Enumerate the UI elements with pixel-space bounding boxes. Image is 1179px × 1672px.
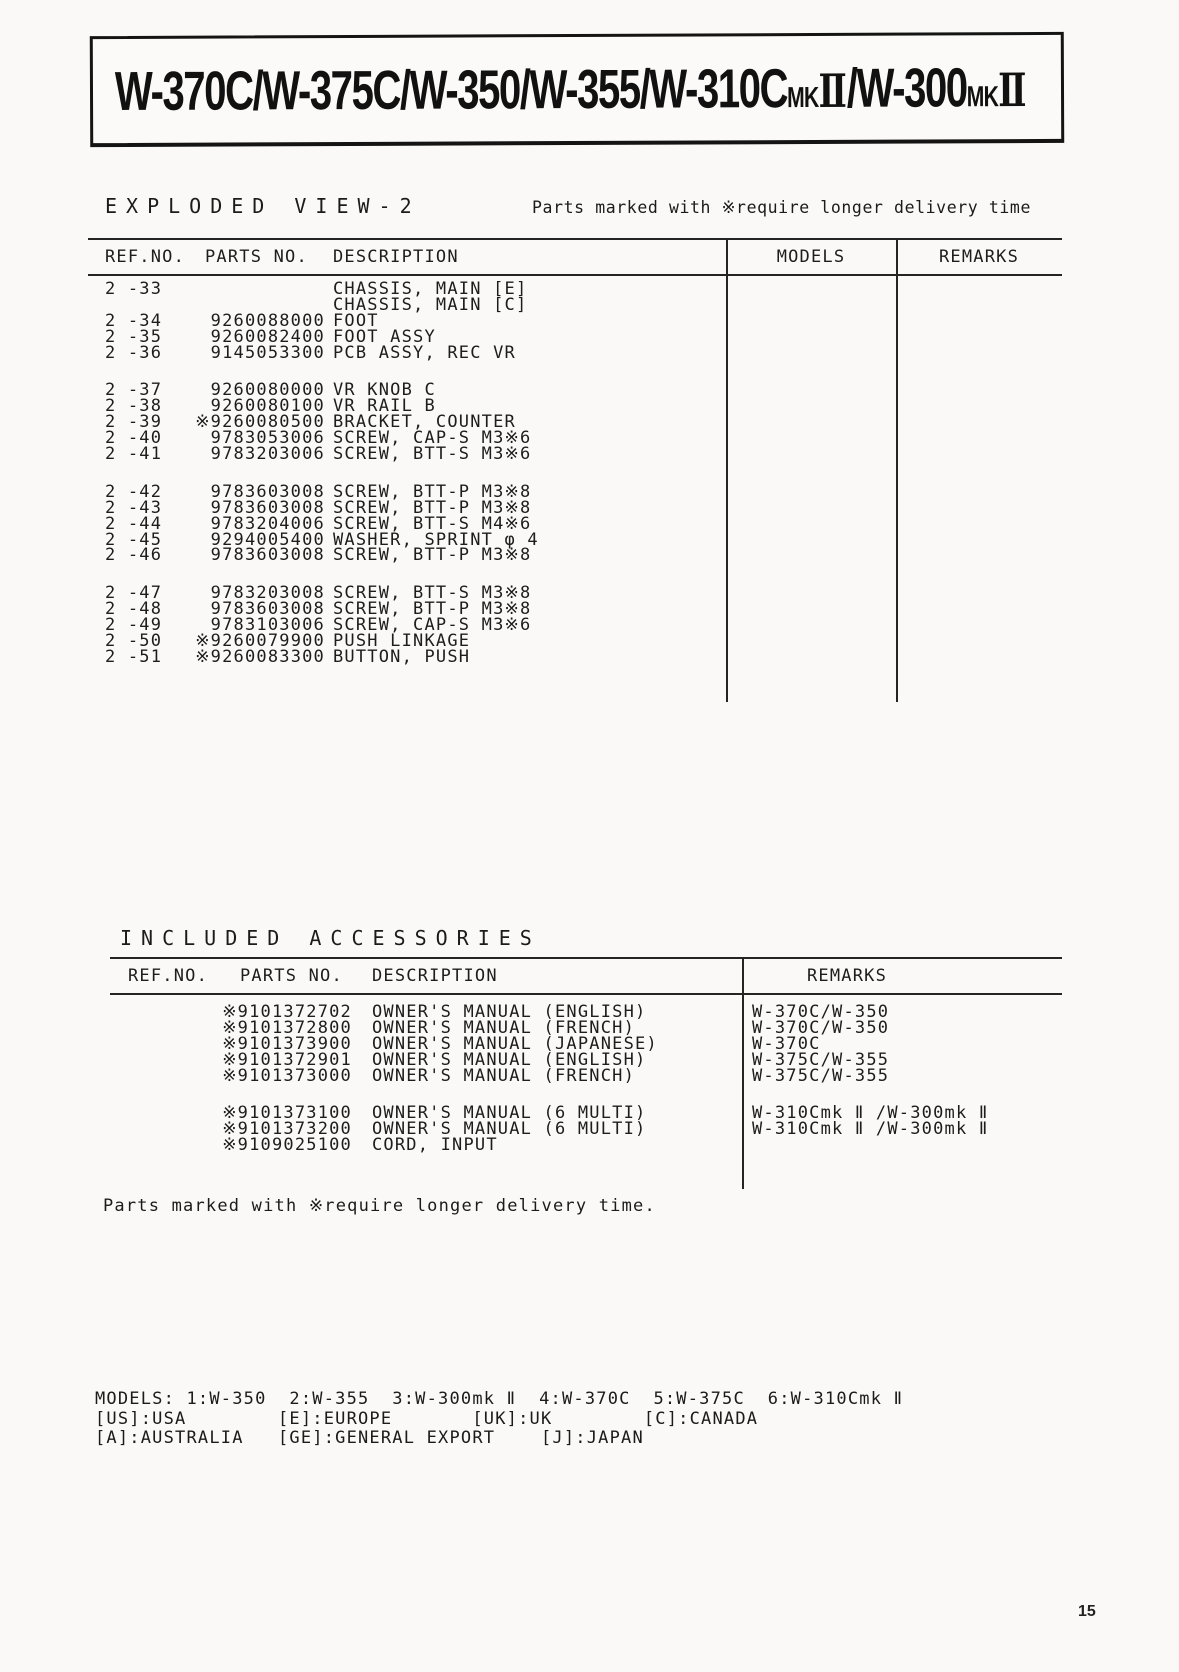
col-header-parts: PARTS NO.: [205, 247, 308, 267]
cell-ref: 2 -35: [105, 326, 163, 347]
table-row: [110, 1065, 1062, 1086]
legend-region-line: [US]:USA [E]:EUROPE [UK]:UK [C]:CANADA: [95, 1408, 759, 1429]
cell-desc: WASHER, SPRINT φ 4: [333, 529, 539, 550]
row-group: [88, 583, 1062, 667]
cell-ref: 2 -36: [105, 342, 163, 363]
title-segment-mk: MK: [966, 81, 999, 114]
cell-parts: ※9101373000: [222, 1065, 352, 1086]
cell-ref: 2 -42: [105, 481, 163, 502]
cell-remarks: W-375C/W-355: [752, 1049, 890, 1070]
col-header-ref: REF.NO.: [128, 966, 209, 986]
cell-ref: 2 -39: [105, 412, 163, 433]
cell-parts: 9783053006: [210, 428, 325, 449]
cell-parts: 9783203006: [210, 444, 325, 465]
cell-desc: OWNER'S MANUAL (6 MULTI): [372, 1103, 647, 1124]
cell-desc: OWNER'S MANUAL (FRENCH): [372, 1017, 636, 1038]
cell-parts: 9145053300: [210, 342, 325, 363]
models-legend: [95, 1390, 903, 1449]
cell-ref: 2 -50: [105, 631, 163, 652]
cell-ref: 2 -46: [105, 545, 163, 566]
cell-ref: 2 -40: [105, 428, 163, 449]
table-row: [88, 279, 1062, 299]
table-header-row: [110, 959, 1062, 995]
legend-models-line: MODELS: 1:W-350 2:W-355 3:W-300mk Ⅱ 4:W-370C 5:W-375C 6:W-310Cmk Ⅱ: [95, 1389, 904, 1409]
cell-parts: ※9101373900: [222, 1033, 352, 1054]
cell-desc: SCREW, BTT-P M3※8: [333, 497, 532, 518]
table-row: [88, 646, 1062, 667]
cell-desc: CORD, INPUT: [372, 1135, 498, 1156]
row-group: [88, 279, 1062, 363]
cell-ref: 2 -34: [105, 310, 163, 331]
accessories-table: [110, 957, 1062, 1189]
cell-parts: ※9101372800: [222, 1017, 352, 1038]
cell-desc: FOOT ASSY: [333, 326, 436, 347]
footnote-delivery-time: Parts marked with ※require longer delivery time.: [103, 1196, 656, 1216]
exploded-view-table: [88, 238, 1062, 702]
cell-parts: ※9101373200: [222, 1119, 352, 1140]
cell-parts: ※9109025100: [222, 1135, 352, 1156]
page-number: 15: [1078, 1603, 1096, 1620]
cell-parts: ※9260083300: [195, 646, 325, 667]
cell-remarks: W-370C: [752, 1033, 821, 1054]
cell-desc: CHASSIS, MAIN [E]: [333, 279, 528, 299]
table-header-row: [88, 240, 1062, 276]
title-segment-mk: MK: [787, 81, 819, 115]
cell-ref: 2 -49: [105, 615, 163, 636]
cell-parts: 9294005400: [210, 529, 325, 550]
row-group: [110, 1002, 1062, 1086]
cell-ref: 2 -33: [105, 279, 163, 299]
cell-desc: VR KNOB C: [333, 380, 436, 401]
cell-ref: 2 -43: [105, 497, 163, 518]
cell-desc: PUSH LINKAGE: [333, 631, 471, 652]
table-row: [110, 1135, 1062, 1156]
cell-desc: CHASSIS, MAIN [C]: [333, 294, 528, 315]
cell-parts: 9783603008: [210, 599, 325, 620]
accessories-rows: [110, 995, 1062, 1154]
cell-ref: 2 -45: [105, 529, 163, 550]
cell-desc: OWNER'S MANUAL (JAPANESE): [372, 1033, 658, 1054]
cell-parts: ※9260080500: [195, 412, 325, 433]
cell-parts: 9260080000: [210, 380, 325, 401]
cell-desc: SCREW, CAP-S M3※6: [333, 615, 532, 636]
col-header-parts: PARTS NO.: [240, 966, 343, 986]
cell-desc: SCREW, BTT-P M3※8: [333, 545, 532, 566]
cell-desc: SCREW, BTT-P M3※8: [333, 481, 532, 502]
title-segment: /W-300: [846, 56, 967, 119]
row-group: [110, 1103, 1062, 1156]
page-title: [93, 55, 1027, 123]
cell-parts: 9260082400: [210, 326, 325, 347]
cell-parts: ※9101373100: [222, 1103, 352, 1124]
cell-desc: OWNER'S MANUAL (FRENCH): [372, 1065, 636, 1086]
cell-desc: VR RAIL B: [333, 396, 436, 417]
cell-remarks: W-370C/W-350: [752, 1017, 890, 1038]
cell-desc: SCREW, BTT-S M4※6: [333, 513, 532, 534]
cell-remarks: W-310Cmk Ⅱ /W-300mk Ⅱ: [752, 1119, 989, 1140]
cell-desc: SCREW, BTT-P M3※8: [333, 599, 532, 620]
table-row: [88, 342, 1062, 363]
cell-parts: 9783603008: [210, 481, 325, 502]
cell-desc: BUTTON, PUSH: [333, 646, 471, 667]
cell-parts: 9783603008: [210, 545, 325, 566]
cell-parts: 9260080100: [210, 396, 325, 417]
cell-ref: 2 -37: [105, 380, 163, 401]
title-segment: W-370C/W-375C/W-350/W-355/W-310C: [114, 57, 788, 123]
col-header-description: DESCRIPTION: [333, 247, 459, 267]
col-header-description: DESCRIPTION: [372, 966, 498, 986]
cell-desc: OWNER'S MANUAL (6 MULTI): [372, 1119, 647, 1140]
model-title-box: [90, 32, 1064, 147]
cell-ref: 2 -44: [105, 513, 163, 534]
exploded-view-rows: [88, 276, 1062, 666]
col-header-models: MODELS: [776, 247, 846, 267]
title-segment-roman-two: Ⅱ: [818, 63, 847, 118]
cell-parts: 9783103006: [210, 615, 325, 636]
legend-region-line: [A]:AUSTRALIA [GE]:GENERAL EXPORT [J]:JAPAN: [95, 1428, 644, 1448]
cell-desc: FOOT: [333, 310, 379, 331]
cell-ref: 2 -51: [105, 646, 163, 667]
cell-parts: 9783203008: [210, 583, 325, 604]
cell-parts: ※9101372901: [222, 1049, 352, 1070]
cell-desc: BRACKET, COUNTER: [333, 412, 516, 433]
cell-remarks: W-310Cmk Ⅱ /W-300mk Ⅱ: [752, 1103, 989, 1124]
cell-parts: 9783204006: [210, 513, 325, 534]
cell-parts: ※9101372702: [222, 1002, 352, 1022]
cell-parts: 9783603008: [210, 497, 325, 518]
col-header-remarks: REMARKS: [806, 966, 888, 986]
delivery-time-note: Parts marked with ※require longer delivery time: [532, 198, 1031, 217]
cell-ref: 2 -41: [105, 444, 163, 465]
cell-ref: 2 -38: [105, 396, 163, 417]
cell-desc: PCB ASSY, REC VR: [333, 342, 516, 363]
cell-ref: 2 -47: [105, 583, 163, 604]
cell-remarks: W-370C/W-350: [752, 1002, 890, 1022]
row-group: [88, 481, 1062, 566]
cell-desc: SCREW, CAP-S M3※6: [333, 428, 532, 449]
cell-parts: 9260088000: [210, 310, 325, 331]
title-segment-roman-two: Ⅱ: [998, 63, 1027, 118]
cell-desc: SCREW, BTT-S M3※8: [333, 583, 532, 604]
cell-parts: ※9260079900: [195, 631, 325, 652]
cell-desc: OWNER'S MANUAL (ENGLISH): [372, 1049, 647, 1070]
table-row: [88, 444, 1062, 465]
section-title-included-accessories: INCLUDED ACCESSORIES: [120, 926, 541, 950]
cell-desc: OWNER'S MANUAL (ENGLISH): [372, 1002, 647, 1022]
cell-ref: 2 -48: [105, 599, 163, 620]
cell-desc: SCREW, BTT-S M3※6: [333, 444, 532, 465]
col-header-remarks: REMARKS: [938, 247, 1020, 267]
table-row: [88, 545, 1062, 566]
col-header-ref: REF.NO.: [105, 247, 186, 267]
section-title-exploded-view: EXPLODED VIEW-2: [105, 194, 421, 218]
row-group: [88, 380, 1062, 465]
cell-remarks: W-375C/W-355: [752, 1065, 890, 1086]
